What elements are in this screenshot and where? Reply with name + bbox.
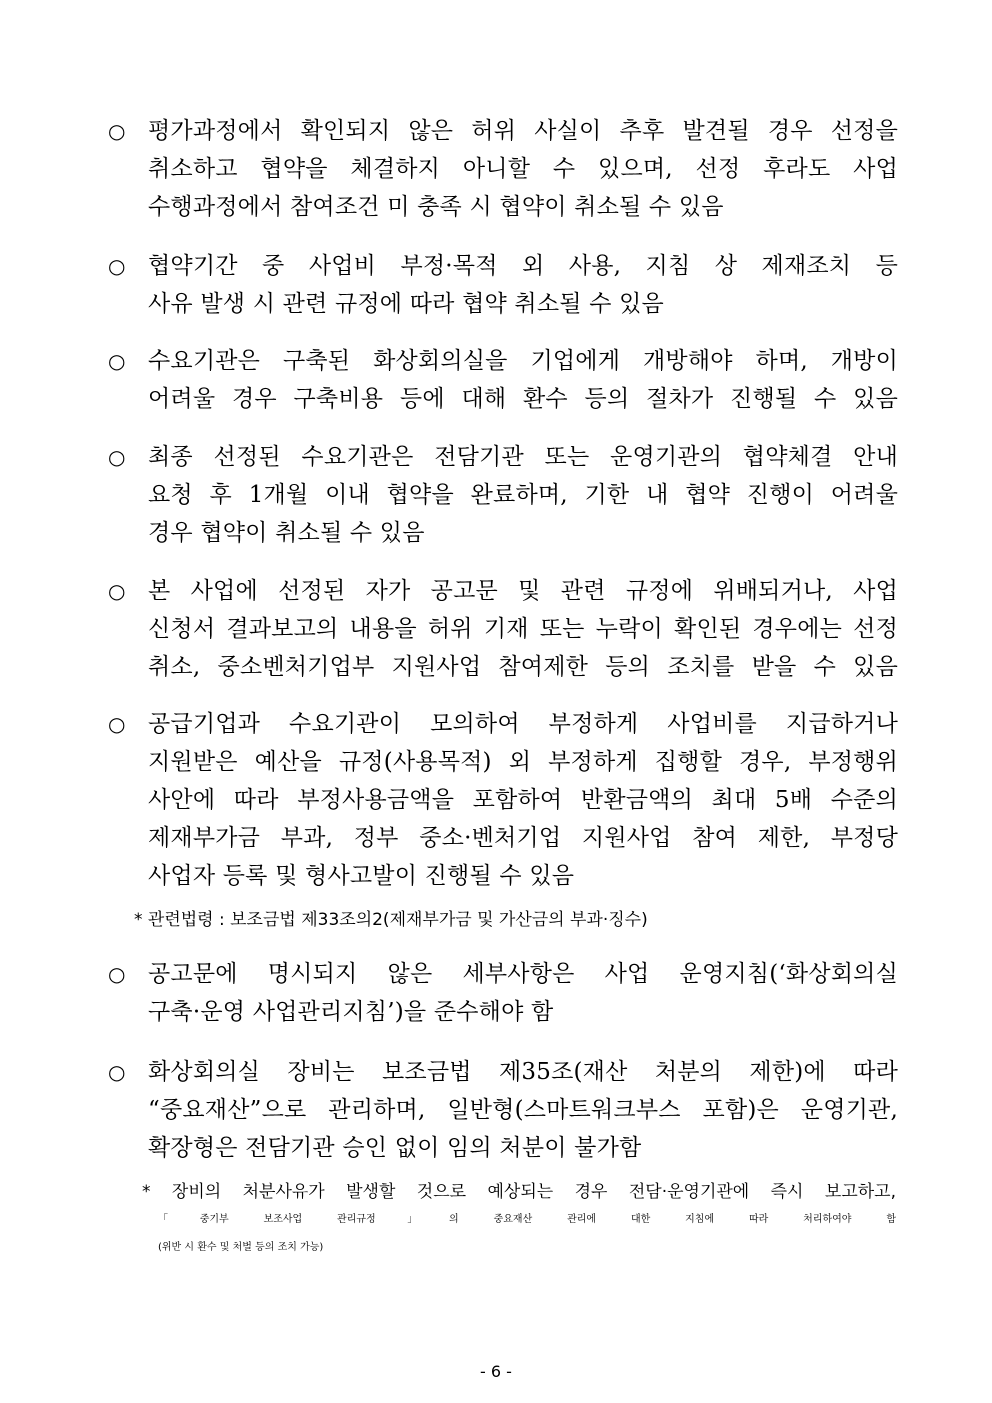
note-line: 「중기부 보조사업 관리규정」의 중요재산 관리에 대한 지침에 따라 처리하여야 함 <box>158 1214 896 1225</box>
bullet-text <box>148 438 898 552</box>
bullet-line: 사안에 따라 부정사용금액을 포함하여 반환금액의 최대 5배 수준의 <box>148 787 898 813</box>
bullet-line: 확장형은 전담기관 승인 없이 임의 처분이 불가함 <box>148 1135 642 1161</box>
bullet-marker: ○ <box>108 445 126 469</box>
bullet-line: 제재부가금 부과, 정부 중소·벤처기업 지원사업 참여 제한, 부정당 <box>148 825 898 851</box>
bullet-line: 사유 발생 시 관련 규정에 따라 협약 취소될 수 있음 <box>148 291 664 317</box>
bullet-line: 사업자 등록 및 형사고발이 진행될 수 있음 <box>148 863 575 889</box>
bullet-text <box>148 955 898 1031</box>
bullet-text <box>148 1053 898 1167</box>
bullet-text <box>148 112 898 226</box>
disposal-note <box>142 1178 896 1262</box>
bullet-line: 공급기업과 수요기관이 모의하여 부정하게 사업비를 지급하거나 <box>148 711 898 737</box>
bullet-marker: ○ <box>108 1060 126 1084</box>
bullet-line: 최종 선정된 수요기관은 전담기관 또는 운영기관의 협약체결 안내 <box>148 444 898 470</box>
bullet-line: 화상회의실 장비는 보조금법 제35조(재산 처분의 제한)에 따라 <box>148 1059 898 1085</box>
bullet-marker: ○ <box>108 579 126 603</box>
bullet-line: 신청서 결과보고의 내용을 허위 기재 또는 누락이 확인된 경우에는 선정 <box>148 616 898 642</box>
bullet-marker: ○ <box>108 254 126 278</box>
bullet-text <box>148 705 898 895</box>
bullet-text <box>148 572 898 686</box>
bullet-line: 협약기간 중 사업비 부정·목적 외 사용, 지침 상 제재조치 등 <box>148 253 898 279</box>
bullet-text <box>148 342 898 418</box>
bullet-line: 요청 후 1개월 이내 협약을 완료하며, 기한 내 협약 진행이 어려울 <box>148 482 898 508</box>
bullet-marker: ○ <box>108 119 126 143</box>
bullet-line: 수행과정에서 참여조건 미 충족 시 협약이 취소될 수 있음 <box>148 194 724 220</box>
bullet-line: 평가과정에서 확인되지 않은 허위 사실이 추후 발견될 경우 선정을 <box>148 118 898 144</box>
bullet-line: 지원받은 예산을 규정(사용목적) 외 부정하게 집행할 경우, 부정행위 <box>148 749 898 775</box>
bullet-marker: ○ <box>108 349 126 373</box>
note-line: * 관련법령 : 보조금법 제33조의2(제재부가금 및 가산금의 부과·징수) <box>134 910 648 930</box>
bullet-marker: ○ <box>108 962 126 986</box>
bullet-text <box>148 247 898 323</box>
bullet-line: 본 사업에 선정된 자가 공고문 및 관련 규정에 위배되거나, 사업 <box>148 578 898 604</box>
bullet-line: 경우 협약이 취소될 수 있음 <box>148 520 425 546</box>
bullet-line: 수요기관은 구축된 화상회의실을 기업에게 개방해야 하며, 개방이 <box>148 348 898 374</box>
bullet-line: “중요재산”으로 관리하며, 일반형(스마트워크부스 포함)은 운영기관, <box>148 1097 898 1123</box>
note-line: * 장비의 처분사유가 발생할 것으로 예상되는 경우 전담·운영기관에 즉시 보고하고, <box>142 1182 896 1202</box>
bullet-line: 취소하고 협약을 체결하지 아니할 수 있으며, 선정 후라도 사업 <box>148 156 898 182</box>
page-number: - 6 - <box>480 1362 512 1381</box>
note-line: (위반 시 환수 및 처벌 등의 조치 가능) <box>158 1242 324 1253</box>
bullet-line: 어려울 경우 구축비용 등에 대해 환수 등의 절차가 진행될 수 있음 <box>148 386 898 412</box>
law-note <box>134 906 894 934</box>
bullet-line: 구축·운영 사업관리지침’)을 준수해야 함 <box>148 999 554 1025</box>
bullet-marker: ○ <box>108 712 126 736</box>
bullet-line: 취소, 중소벤처기업부 지원사업 참여제한 등의 조치를 받을 수 있음 <box>148 654 898 680</box>
bullet-line: 공고문에 명시되지 않은 세부사항은 사업 운영지침(‘화상회의실 <box>148 961 898 987</box>
